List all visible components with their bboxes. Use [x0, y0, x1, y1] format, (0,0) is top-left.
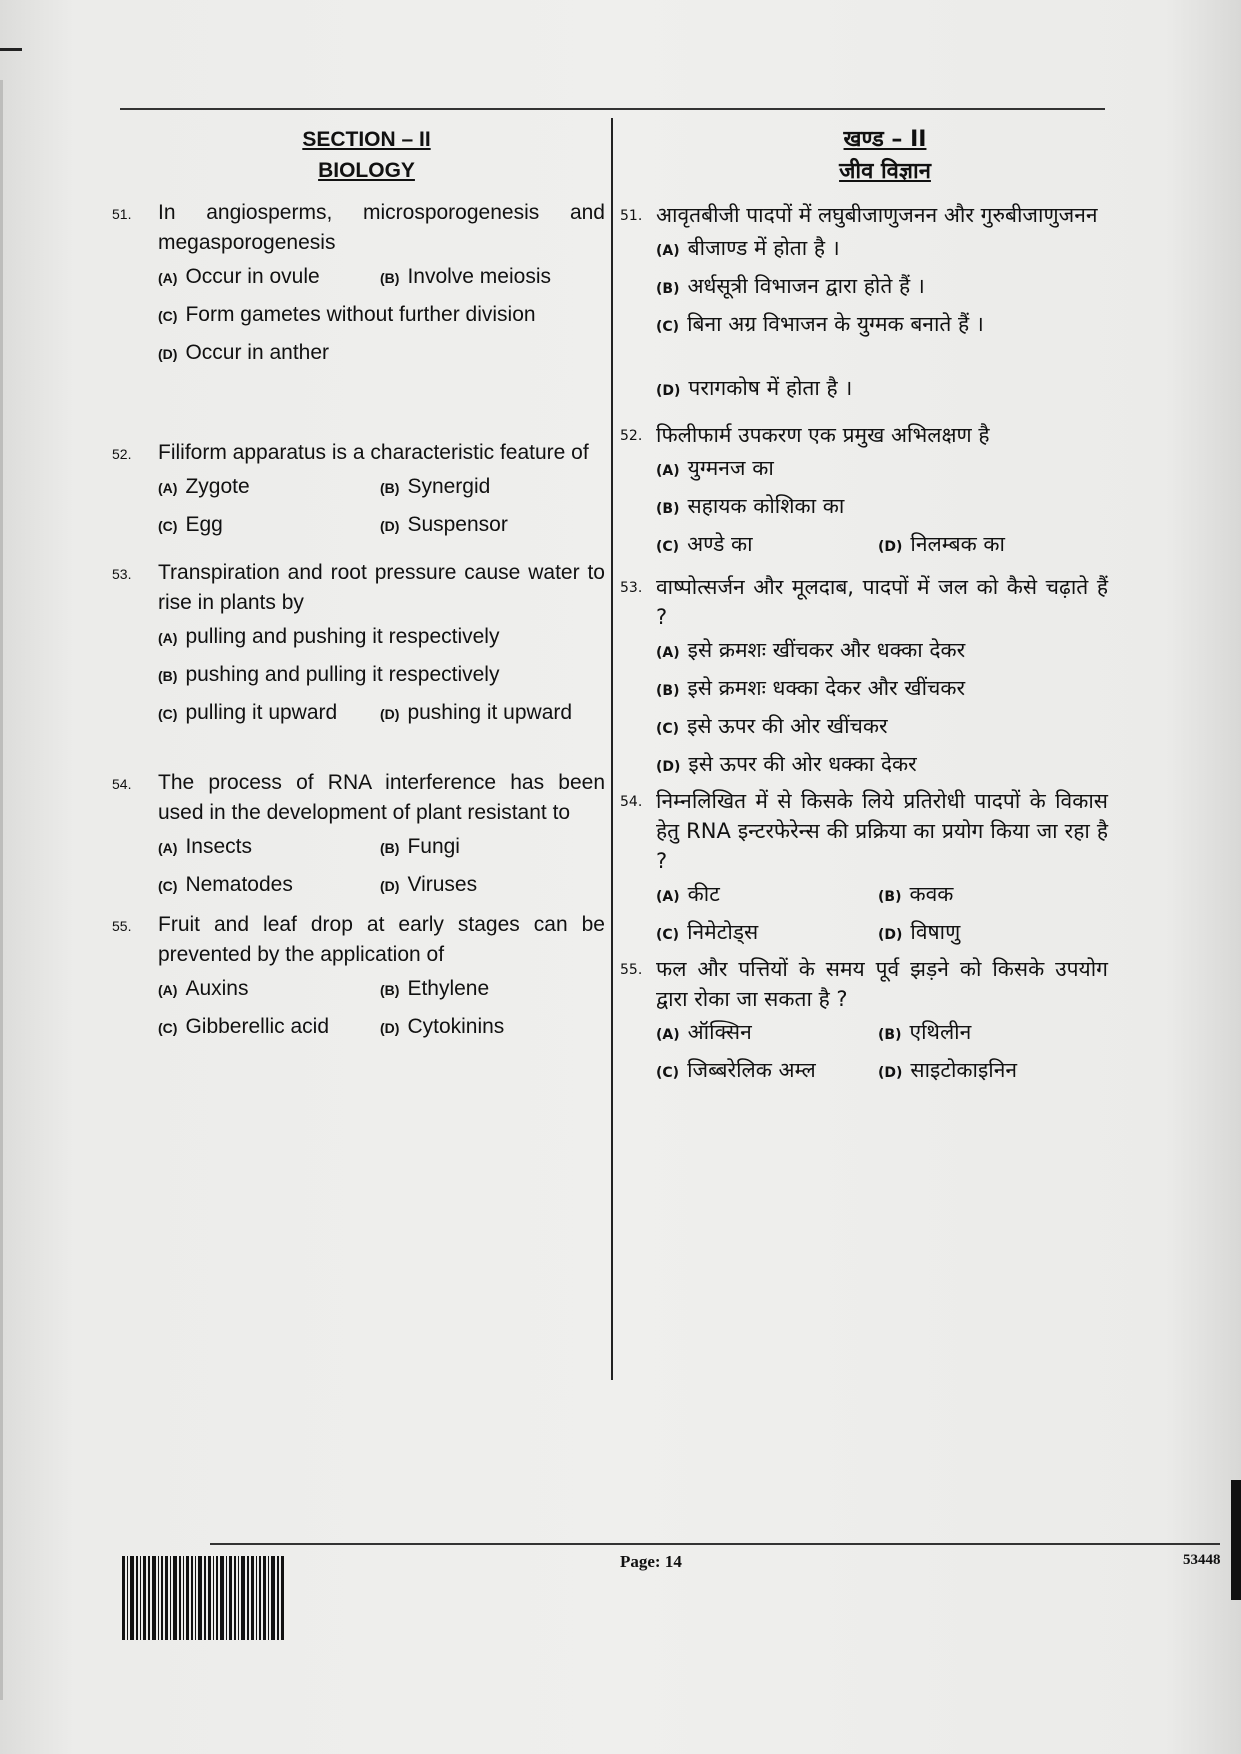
question-53-hi [622, 572, 1108, 784]
option-label: (A) [158, 981, 178, 998]
section-heading-en [118, 124, 605, 186]
option-text: इसे क्रमशः धक्का देकर और खींचकर [687, 675, 966, 700]
option-text: Insects [185, 834, 252, 858]
option-text: Ethylene [407, 976, 490, 1000]
subject-title-hi: जीव विज्ञान [839, 159, 931, 184]
section-title-en: SECTION – II [302, 128, 431, 151]
question-55-hi [622, 954, 1108, 1090]
option-text: जिब्बरेलिक अम्ल [687, 1057, 816, 1082]
option-b [380, 472, 490, 503]
option-text: अर्धसूत्री विभाजन द्वारा होते हैं । [687, 273, 925, 298]
question-54-hi [622, 786, 1108, 952]
option-label: (A) [158, 269, 178, 286]
option-label: (A) [656, 1026, 680, 1043]
option-d [380, 1012, 504, 1043]
option-c [656, 529, 878, 562]
option-text: इसे क्रमशः खींचकर और धक्का देकर [687, 637, 966, 662]
option-label: (D) [878, 926, 903, 943]
english-column [112, 124, 605, 1046]
option-text: बीजाण्ड में होता है । [687, 235, 840, 260]
option-b [656, 491, 844, 524]
question-stem: फल और पत्तियों के समय पूर्व झड़ने को किसके उपयोग द्वारा रोका जा सकता है ? [656, 957, 1108, 1011]
option-text: pushing it upward [407, 700, 573, 724]
option-text: pushing and pulling it respectively [185, 662, 500, 686]
option-label: (B) [158, 667, 178, 684]
option-b [380, 974, 489, 1005]
option-text: pulling it upward [185, 700, 338, 724]
option-d [878, 1055, 1017, 1088]
options [158, 618, 605, 732]
option-text: Synergid [407, 474, 491, 498]
option-label: (D) [878, 538, 903, 555]
question-stem: फिलीफार्म उपकरण एक प्रमुख अभिलक्षण है [656, 423, 990, 447]
option-b [656, 271, 925, 304]
question-stem: वाष्पोत्सर्जन और मूलदाब, पादपों में जल को कैसे चढ़ाते हैं ? [656, 575, 1108, 629]
option-c [656, 711, 888, 744]
option-text: इसे ऊपर की ओर धक्का देकर [688, 751, 917, 776]
corner-mark [0, 48, 22, 51]
option-c [158, 870, 380, 901]
option-label: (C) [656, 720, 680, 737]
option-a [656, 1017, 878, 1050]
options [158, 258, 605, 372]
option-text: Occur in ovule [185, 264, 320, 288]
option-text: ऑक्सिन [687, 1019, 752, 1044]
option-label: (C) [158, 1019, 178, 1036]
options [158, 468, 605, 544]
option-b [656, 673, 965, 706]
option-text: सहायक कोशिका का [687, 493, 845, 518]
option-text: Egg [185, 512, 223, 536]
option-text: विषाणु [910, 919, 961, 944]
option-text: Occur in anther [185, 340, 330, 364]
option-label: (B) [380, 981, 400, 998]
option-label: (A) [656, 888, 680, 905]
option-c [158, 300, 536, 331]
question-stem: निम्नलिखित में से किसके लिये प्रतिरोधी पादपों के विकास हेतु RNA इन्टरफेरेन्स की प्रक्रिया का प्रयोग किया जा रहा है ? [656, 789, 1108, 873]
option-a [656, 635, 965, 668]
question-number: 53. [620, 580, 643, 596]
question-stem: आवृतबीजी पादपों में लघुबीजाणुजनन और गुरुबीजाणुजनन [656, 203, 1098, 227]
option-label: (C) [158, 517, 178, 534]
option-a [158, 974, 380, 1005]
question-number: 52. [112, 446, 132, 462]
option-text: Cytokinins [407, 1014, 505, 1038]
top-divider [120, 108, 1105, 110]
option-label: (D) [878, 1064, 903, 1081]
option-d [656, 373, 852, 406]
question-stem: Filiform apparatus is a characteristic feature of [158, 441, 589, 464]
column-divider [611, 118, 613, 1380]
option-text: साइटोकाइनिन [910, 1057, 1018, 1082]
option-text: Involve meiosis [407, 264, 551, 288]
option-a [158, 832, 380, 863]
option-label: (A) [656, 644, 680, 661]
option-b [878, 1017, 971, 1050]
option-d [878, 917, 960, 950]
option-label: (B) [656, 500, 680, 517]
option-label: (C) [158, 705, 178, 722]
question-stem: Transpiration and root pressure cause water to rise in plants by [158, 561, 605, 614]
option-label: (A) [158, 479, 178, 496]
options [656, 450, 1108, 564]
question-number: 52. [620, 428, 643, 444]
option-c [158, 698, 380, 729]
option-d [380, 510, 508, 541]
option-c [656, 917, 878, 950]
option-label: (C) [656, 538, 680, 555]
option-label: (B) [656, 682, 680, 699]
option-text: निलम्बक का [910, 531, 1005, 556]
option-label: (D) [380, 1019, 400, 1036]
question-number: 55. [112, 918, 132, 934]
subject-title-en: BIOLOGY [318, 159, 415, 182]
question-stem: Fruit and leaf drop at early stages can be prevented by the application of [158, 913, 605, 966]
question-number: 53. [112, 566, 132, 582]
page-number: Page: 14 [620, 1552, 682, 1571]
question-number: 51. [112, 206, 132, 222]
option-a [158, 472, 380, 503]
option-b [380, 262, 551, 293]
option-label: (D) [158, 345, 178, 362]
question-55-en [112, 910, 605, 1046]
option-label: (A) [158, 629, 178, 646]
option-label: (C) [158, 877, 178, 894]
option-label: (C) [656, 318, 680, 335]
option-b [380, 832, 460, 863]
option-label: (A) [656, 462, 680, 479]
options [158, 970, 605, 1046]
option-label: (D) [380, 517, 400, 534]
option-label: (B) [380, 269, 400, 286]
question-51-hi [622, 200, 1108, 406]
bottom-divider [210, 1543, 1220, 1545]
question-52-en [112, 438, 605, 544]
option-d [656, 749, 917, 782]
option-d [158, 338, 329, 369]
option-a [656, 453, 774, 486]
option-label: (B) [878, 888, 902, 905]
option-c [656, 1055, 878, 1088]
question-53-en [112, 558, 605, 732]
question-stem: In angiosperms, microsporogenesis and megasporogenesis [158, 201, 605, 254]
page-edge-shadow [0, 80, 3, 1700]
option-text: बिना अग्र विभाजन के युग्मक बनाते हैं । [687, 311, 984, 336]
option-text: Fungi [407, 834, 460, 858]
option-text: अण्डे का [687, 531, 753, 556]
option-text: इसे ऊपर की ओर खींचकर [687, 713, 888, 738]
option-label: (B) [878, 1026, 902, 1043]
option-a [158, 262, 380, 293]
option-d [878, 529, 1005, 562]
option-text: Nematodes [185, 872, 293, 896]
options [656, 230, 1108, 406]
option-a [656, 233, 840, 266]
option-label: (B) [380, 839, 400, 856]
option-text: कीट [687, 881, 720, 906]
option-text: निमेटोड्स [687, 919, 759, 944]
options [656, 632, 1108, 784]
option-label: (A) [656, 242, 680, 259]
options [656, 1014, 1108, 1090]
options [656, 876, 1108, 952]
option-text: Zygote [185, 474, 250, 498]
barcode [122, 1556, 334, 1640]
question-54-en [112, 768, 605, 904]
option-text: परागकोष में होता है । [688, 376, 853, 400]
question-stem: The process of RNA interference has been used in the development of plant resistant to [158, 771, 605, 824]
option-label: (D) [380, 705, 400, 722]
option-c [158, 1012, 380, 1043]
option-c [158, 510, 380, 541]
option-d [380, 698, 572, 729]
page-edge-mark [1231, 1480, 1241, 1600]
option-text: Form gametes without further division [185, 302, 536, 326]
question-number: 51. [620, 208, 643, 224]
option-label: (A) [158, 839, 178, 856]
option-b [158, 660, 499, 691]
question-number: 54. [112, 776, 132, 792]
option-label: (C) [656, 926, 680, 943]
option-text: Auxins [185, 976, 249, 1000]
option-b [878, 879, 953, 912]
option-label: (C) [656, 1064, 680, 1081]
option-text: Viruses [407, 872, 478, 896]
question-52-hi [622, 420, 1108, 564]
option-text: युग्मनज का [687, 455, 774, 480]
section-title-hi: खण्ड – II [843, 127, 927, 152]
question-51-en [112, 198, 605, 372]
option-a [158, 622, 499, 653]
option-d [380, 870, 477, 901]
option-label: (D) [656, 383, 681, 399]
option-text: एथिलीन [909, 1019, 972, 1044]
question-number: 54. [620, 794, 643, 810]
option-text: कवक [909, 881, 954, 906]
hindi-column [622, 124, 1108, 1090]
option-label: (B) [380, 479, 400, 496]
option-label: (D) [380, 877, 400, 894]
question-number: 55. [620, 962, 643, 978]
option-text: Suspensor [407, 512, 508, 536]
option-text: Gibberellic acid [185, 1014, 330, 1038]
section-heading-hi [622, 124, 1108, 188]
option-c [656, 309, 984, 342]
option-label: (B) [656, 280, 680, 297]
paper-code: 53448 [1183, 1552, 1221, 1568]
option-label: (C) [158, 307, 178, 324]
option-a [656, 879, 878, 912]
options [158, 828, 605, 904]
option-label: (D) [656, 758, 681, 775]
option-text: pulling and pushing it respectively [185, 624, 500, 648]
